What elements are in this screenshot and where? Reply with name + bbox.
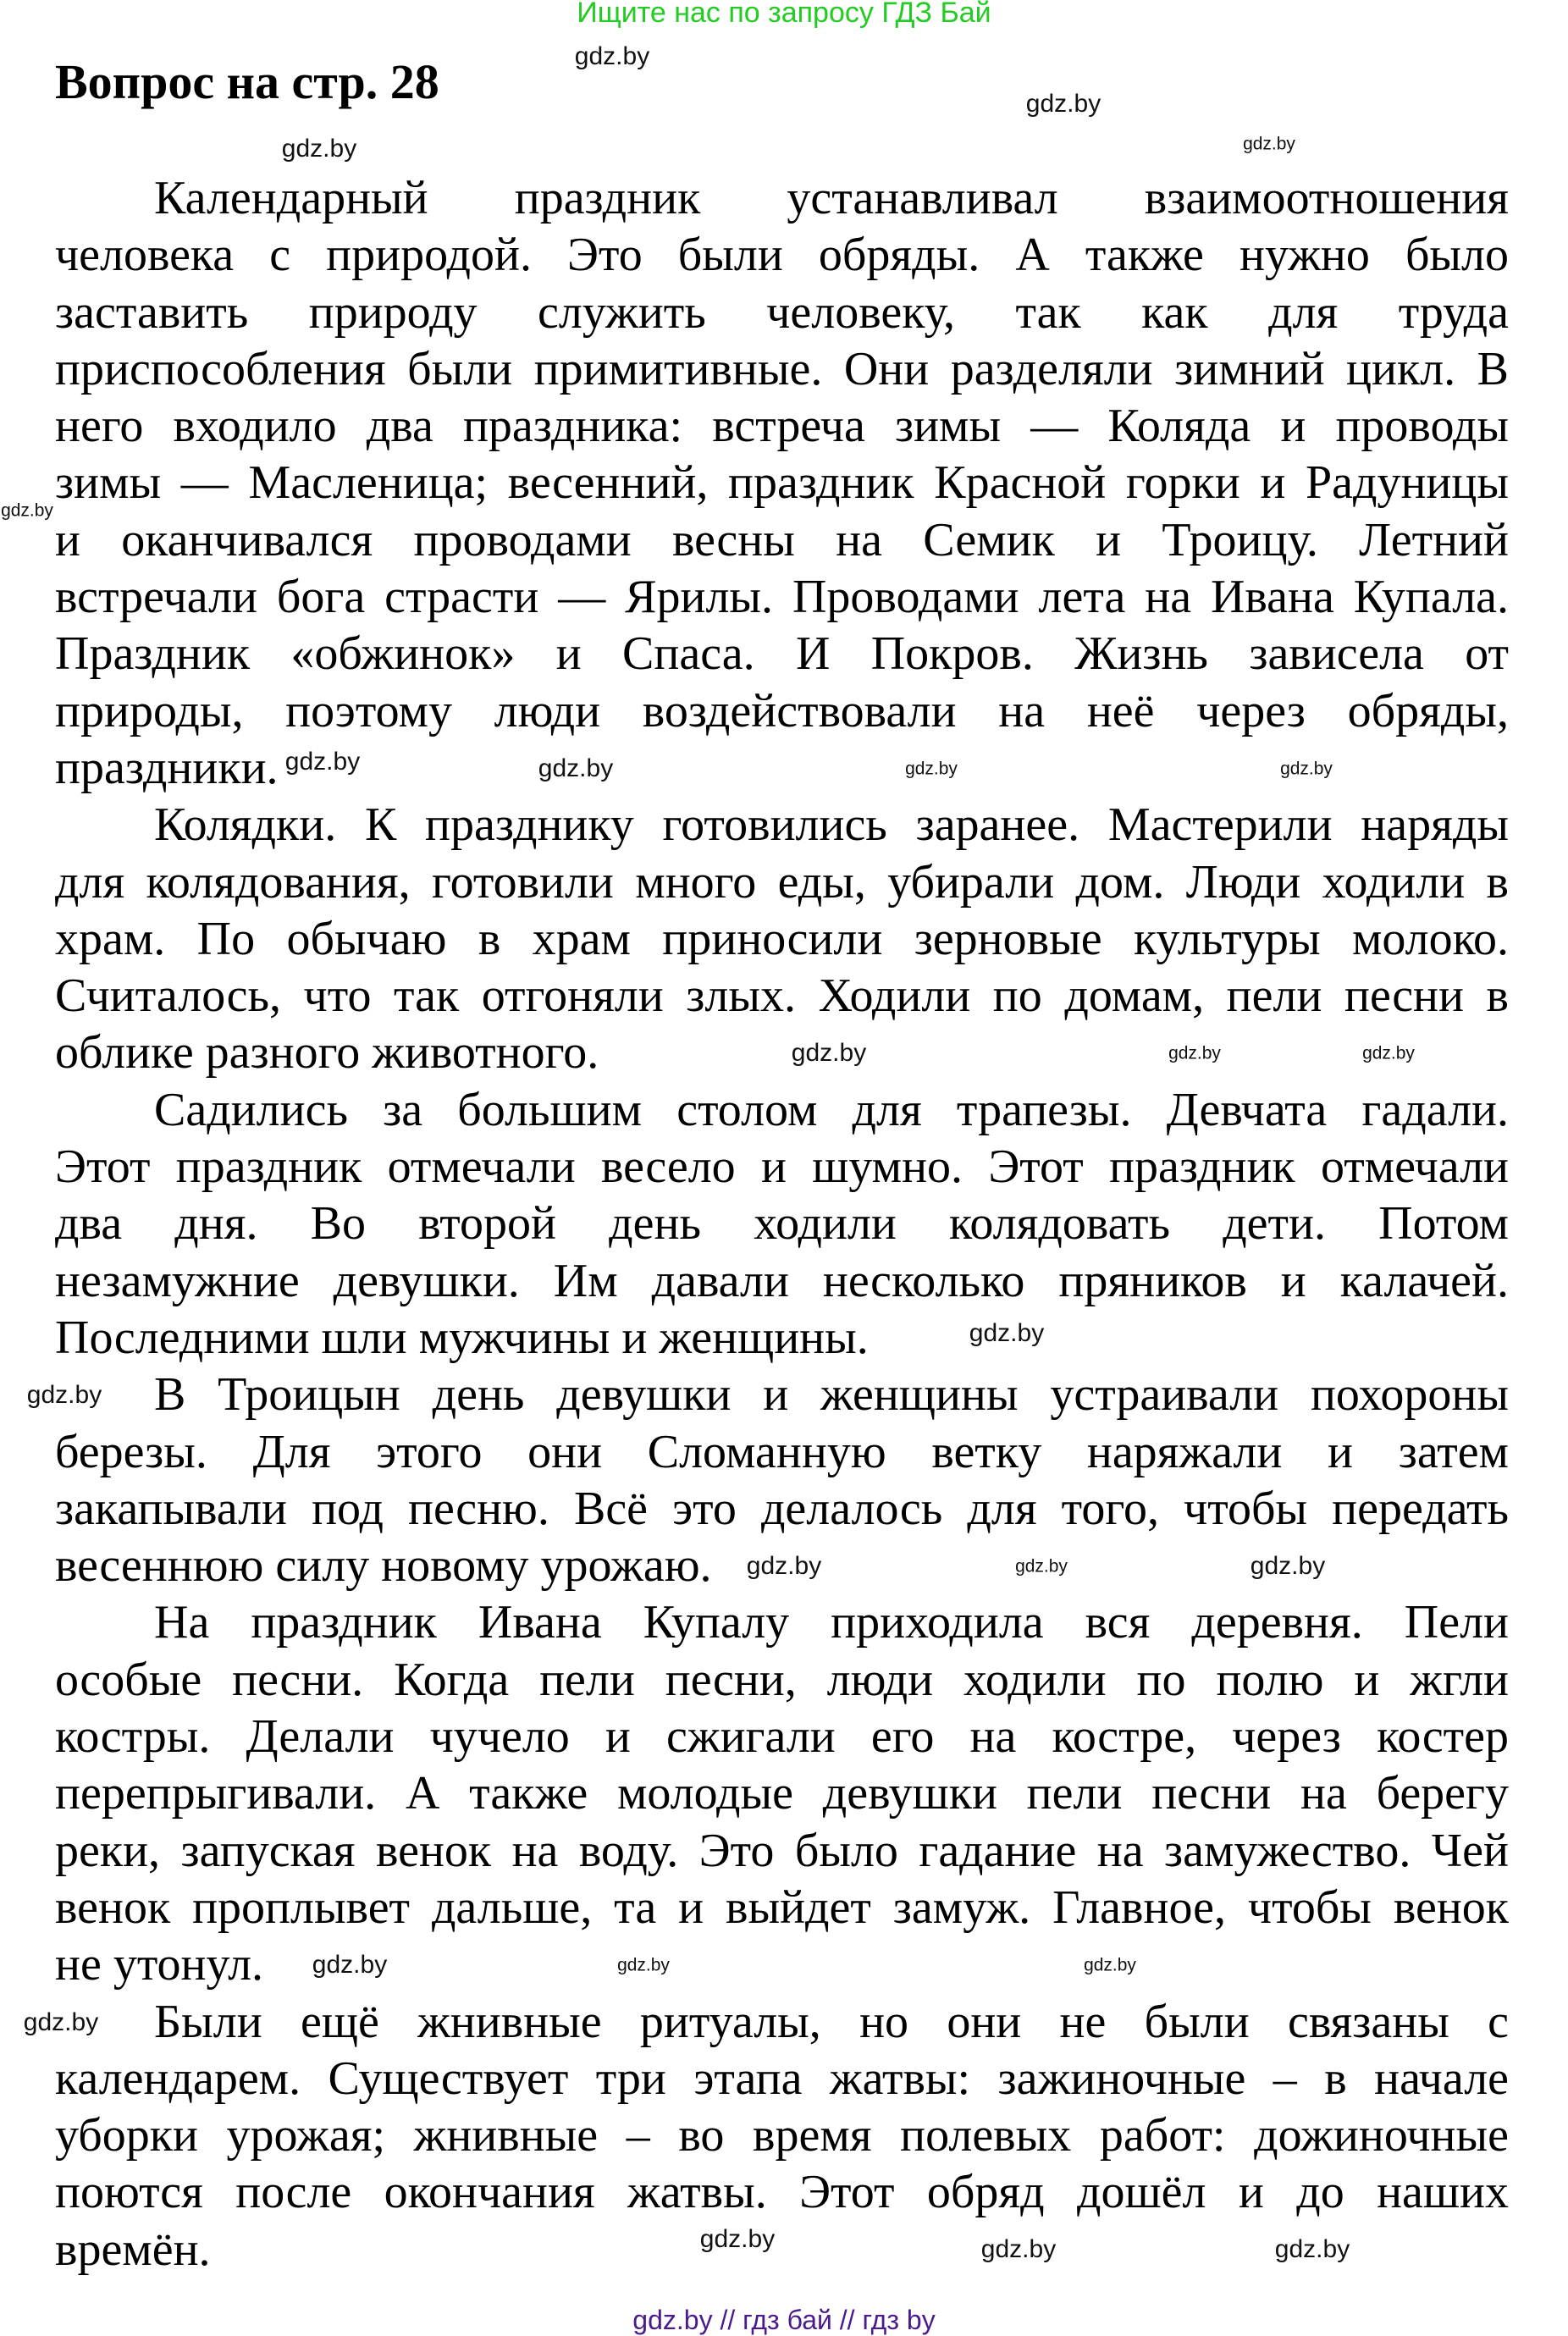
- paragraph-line: Последними шли мужчины и женщины.: [55, 1311, 869, 1364]
- paragraph-line: уборки урожая; жнивные – во время полевых работ: дожиночные: [55, 2109, 1509, 2162]
- paragraph-line: незамужние девушки. Им давали несколько пряников и калачей.: [55, 1254, 1509, 1307]
- watermark: gdz.by: [617, 1955, 670, 1975]
- watermark: gdz.by: [791, 1039, 867, 1067]
- paragraph-line: него входило два праздника: встреча зимы — Коляда и проводы: [55, 400, 1509, 453]
- watermark: gdz.by: [1084, 1955, 1136, 1975]
- watermark: gdz.by: [1280, 759, 1333, 779]
- paragraph-line: Садились за большим столом для трапезы. Девчата гадали.: [154, 1083, 1509, 1136]
- paragraph-line: храм. По обычаю в храм приносили зерновые культуры молоко.: [55, 912, 1509, 965]
- watermark: gdz.by: [1025, 90, 1101, 118]
- watermark: gdz.by: [746, 1552, 822, 1580]
- watermark: gdz.by: [1168, 1043, 1221, 1063]
- paragraph-line: Колядки. К празднику готовились заранее. Мастерили наряды: [154, 798, 1509, 852]
- paragraph-line: В Троицын день девушки и женщины устраивали похороны: [154, 1368, 1509, 1422]
- watermark: gdz.by: [1, 500, 53, 521]
- paragraph-line: реки, запуская венок на воду. Это было гадание на замужество. Чей: [55, 1824, 1509, 1877]
- watermark: gdz.by: [1243, 134, 1295, 154]
- watermark: gdz.by: [1015, 1556, 1068, 1577]
- watermark: gdz.by: [980, 2235, 1057, 2263]
- top-banner-link[interactable]: Ищите нас по запросу ГДЗ Бай: [577, 0, 991, 29]
- paragraph-line: заставить природу служить человеку, так как для труда: [55, 285, 1509, 339]
- watermark: gdz.by: [538, 754, 614, 782]
- watermark: gdz.by: [905, 759, 958, 779]
- paragraph-line: На праздник Ивана Купалу приходила вся деревня. Пели: [154, 1596, 1509, 1649]
- watermark: gdz.by: [574, 42, 650, 70]
- paragraph-line: Праздник «обжинок» и Спаса. И Покров. Жизнь зависела от: [55, 627, 1509, 681]
- paragraph-line: костры. Делали чучело и сжигали его на костре, через костер: [55, 1710, 1509, 1764]
- paragraph-line: весеннюю силу новому урожаю.: [55, 1539, 712, 1593]
- paragraph-line: времён.: [55, 2223, 211, 2276]
- footer-links[interactable]: gdz.by // гдз бай // гдз by: [632, 2305, 936, 2335]
- paragraph-line: облике разного животного.: [55, 1026, 599, 1080]
- paragraph-line: перепрыгивали. А также молодые девушки пели песни на берегу: [55, 1767, 1509, 1820]
- paragraph-line: и оканчивался проводами весны на Семик и Троицу. Летний: [55, 513, 1509, 566]
- paragraph-line: Календарный праздник устанавливал взаимоотношения: [154, 172, 1509, 224]
- paragraph-line: венок проплывет дальше, та и выйдет замуж. Главное, чтобы венок: [55, 1880, 1509, 1934]
- paragraph-line: два дня. Во второй день ходили колядовать дети. Потом: [55, 1197, 1509, 1251]
- page-title: Вопрос на стр. 28: [55, 54, 439, 109]
- paragraph-line: закапывали под песню. Всё это делалось для того, чтобы передать: [55, 1482, 1509, 1535]
- watermark: gdz.by: [26, 1381, 102, 1409]
- paragraph-line: Были ещё жнивные ритуалы, но они не были связаны с: [154, 1995, 1509, 2048]
- watermark: gdz.by: [969, 1319, 1045, 1347]
- paragraph-line: праздники.: [55, 741, 279, 794]
- watermark: gdz.by: [281, 135, 357, 163]
- watermark: gdz.by: [1250, 1552, 1326, 1580]
- paragraph-line: приспособления были примитивные. Они разделяли зимний цикл. В: [55, 342, 1509, 395]
- paragraph-line: встречали бога страсти — Ярилы. Проводами лета на Ивана Купала.: [55, 571, 1509, 624]
- paragraph-line: Этот праздник отмечали весело и шумно. Этот праздник отмечали: [55, 1140, 1509, 1194]
- paragraph-line: человека с природой. Это были обряды. А также нужно было: [55, 229, 1509, 282]
- paragraph-line: не утонул.: [55, 1938, 264, 1991]
- watermark: gdz.by: [284, 748, 361, 776]
- watermark: gdz.by: [1274, 2235, 1350, 2263]
- watermark: gdz.by: [23, 2008, 99, 2036]
- paragraph-line: Считалось, что так отгоняли злых. Ходили по домам, пели песни в: [55, 969, 1509, 1023]
- paragraph-line: календарем. Существует три этапа жатвы: зажиночные – в начале: [55, 2052, 1509, 2105]
- watermark: gdz.by: [1362, 1043, 1415, 1063]
- paragraph-line: особые песни. Когда пели песни, люди ходили по полю и жгли: [55, 1653, 1509, 1706]
- paragraph-line: природы, поэтому люди воздействовали на неё через обряды,: [55, 684, 1509, 737]
- watermark: gdz.by: [699, 2225, 776, 2253]
- paragraph-line: березы. Для этого они Сломанную ветку наряжали и затем: [55, 1425, 1509, 1478]
- watermark: gdz.by: [312, 1951, 388, 1979]
- answer-text: [55, 170, 1509, 2278]
- paragraph-line: для колядования, готовили много еды, убирали дом. Люди ходили в: [55, 855, 1509, 908]
- paragraph-line: зимы — Масленица; весенний, праздник Красной горки и Радуницы: [55, 456, 1509, 510]
- paragraph-line: поются после окончания жатвы. Этот обряд дошёл и до наших: [55, 2166, 1509, 2219]
